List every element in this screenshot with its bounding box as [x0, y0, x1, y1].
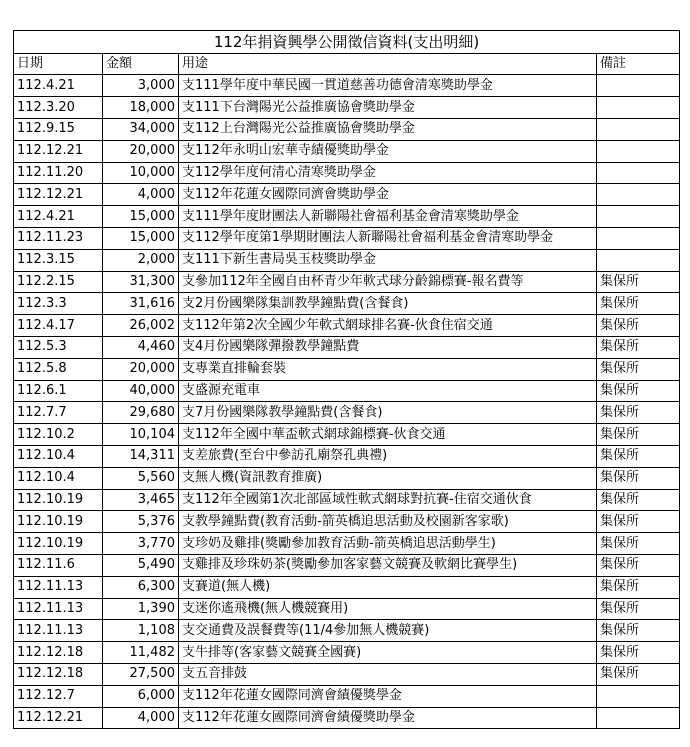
cell-note: 集保所 [597, 511, 680, 533]
header-row [14, 53, 680, 75]
cell-date: 112.4.17 [14, 315, 103, 337]
table-row [14, 533, 680, 555]
cell-purpose: 支盛源充電車 [179, 380, 597, 402]
cell-amount: 34,000 [103, 118, 179, 140]
cell-date: 112.12.7 [14, 685, 103, 707]
cell-amount: 26,002 [103, 315, 179, 337]
cell-amount: 3,465 [103, 489, 179, 511]
cell-note: 集保所 [597, 336, 680, 358]
cell-purpose: 支112年花蓮女國際同濟會績優獎學金 [179, 685, 597, 707]
cell-note [597, 184, 680, 206]
table-row [14, 402, 680, 424]
cell-purpose: 支112年永明山宏華寺績優獎助學金 [179, 140, 597, 162]
table-row [14, 358, 680, 380]
cell-date: 112.10.4 [14, 445, 103, 467]
cell-date: 112.11.23 [14, 227, 103, 249]
cell-date: 112.3.15 [14, 249, 103, 271]
header-note: 備註 [597, 53, 680, 75]
table-row [14, 293, 680, 315]
cell-amount: 4,460 [103, 336, 179, 358]
table-row [14, 184, 680, 206]
table-row [14, 75, 680, 97]
cell-purpose: 支111學年度中華民國一貫道慈善功德會清寒獎助學金 [179, 75, 597, 97]
table-row [14, 424, 680, 446]
cell-note: 集保所 [597, 489, 680, 511]
header-purpose: 用途 [179, 53, 597, 75]
table-row [14, 249, 680, 271]
table-row [14, 227, 680, 249]
cell-note: 集保所 [597, 380, 680, 402]
cell-amount: 11,482 [103, 642, 179, 664]
cell-date: 112.12.18 [14, 663, 103, 685]
table-row [14, 620, 680, 642]
cell-amount: 5,490 [103, 554, 179, 576]
cell-date: 112.10.19 [14, 533, 103, 555]
cell-amount: 3,000 [103, 75, 179, 97]
cell-date: 112.4.21 [14, 206, 103, 228]
cell-date: 112.11.20 [14, 162, 103, 184]
cell-purpose: 支112年全國中華盃軟式網球錦標賽-伙食交通 [179, 424, 597, 446]
cell-date: 112.12.21 [14, 707, 103, 729]
table-row [14, 685, 680, 707]
cell-purpose: 支參加112年全國自由杯青少年軟式球分齡錦標賽-報名費等 [179, 271, 597, 293]
cell-note: 集保所 [597, 598, 680, 620]
cell-purpose: 支專業直排輪套裝 [179, 358, 597, 380]
cell-date: 112.4.21 [14, 75, 103, 97]
cell-purpose: 支牛排等(客家藝文競賽全國賽) [179, 642, 597, 664]
cell-note [597, 685, 680, 707]
cell-purpose: 支五音排鼓 [179, 663, 597, 685]
cell-purpose: 支無人機(資訊教育推廣) [179, 467, 597, 489]
cell-purpose: 支111下台灣陽光公益推廣協會獎助學金 [179, 97, 597, 119]
cell-date: 112.10.19 [14, 511, 103, 533]
cell-note: 集保所 [597, 576, 680, 598]
cell-note: 集保所 [597, 402, 680, 424]
table-row [14, 511, 680, 533]
expense-table [13, 30, 680, 729]
cell-date: 112.11.6 [14, 554, 103, 576]
cell-note [597, 75, 680, 97]
cell-date: 112.9.15 [14, 118, 103, 140]
cell-purpose: 支112年花蓮女國際同濟會獎助學金 [179, 184, 597, 206]
cell-date: 112.10.19 [14, 489, 103, 511]
table-row [14, 206, 680, 228]
cell-date: 112.3.3 [14, 293, 103, 315]
cell-amount: 4,000 [103, 184, 179, 206]
cell-date: 112.11.13 [14, 576, 103, 598]
table-row [14, 445, 680, 467]
cell-note [597, 249, 680, 271]
cell-amount: 29,680 [103, 402, 179, 424]
table-row [14, 554, 680, 576]
cell-note: 集保所 [597, 358, 680, 380]
table-row [14, 380, 680, 402]
table-row [14, 576, 680, 598]
cell-amount: 10,104 [103, 424, 179, 446]
cell-date: 112.7.7 [14, 402, 103, 424]
title-row [14, 31, 680, 54]
cell-amount: 6,000 [103, 685, 179, 707]
cell-note [597, 162, 680, 184]
table-row [14, 467, 680, 489]
cell-note: 集保所 [597, 293, 680, 315]
cell-purpose: 支2月份國樂隊集訓教學鐘點費(含餐食) [179, 293, 597, 315]
cell-purpose: 支111學年度財團法人新聯陽社會福利基金會清寒獎助學金 [179, 206, 597, 228]
cell-purpose: 支112年全國第1次北部區域性軟式網球對抗賽-住宿交通伙食 [179, 489, 597, 511]
cell-date: 112.6.1 [14, 380, 103, 402]
table-row [14, 315, 680, 337]
cell-amount: 1,390 [103, 598, 179, 620]
cell-date: 112.12.21 [14, 184, 103, 206]
cell-amount: 27,500 [103, 663, 179, 685]
table-row [14, 489, 680, 511]
cell-date: 112.11.13 [14, 620, 103, 642]
cell-purpose: 支賽道(無人機) [179, 576, 597, 598]
cell-amount: 5,376 [103, 511, 179, 533]
cell-purpose: 支迷你遙飛機(無人機競賽用) [179, 598, 597, 620]
cell-note: 集保所 [597, 467, 680, 489]
cell-note: 集保所 [597, 315, 680, 337]
cell-note: 集保所 [597, 271, 680, 293]
cell-note: 集保所 [597, 445, 680, 467]
table-row [14, 336, 680, 358]
cell-date: 112.5.8 [14, 358, 103, 380]
cell-note: 集保所 [597, 642, 680, 664]
cell-amount: 2,000 [103, 249, 179, 271]
cell-amount: 15,000 [103, 227, 179, 249]
cell-note [597, 707, 680, 729]
header-date: 日期 [14, 53, 103, 75]
cell-purpose: 支交通費及誤餐費等(11/4參加無人機競賽) [179, 620, 597, 642]
cell-purpose: 支112年第2次全國少年軟式網球排名賽-伙食住宿交通 [179, 315, 597, 337]
cell-date: 112.12.18 [14, 642, 103, 664]
cell-purpose: 支112學年度何清心清寒獎助學金 [179, 162, 597, 184]
cell-amount: 4,000 [103, 707, 179, 729]
cell-purpose: 支雞排及珍珠奶茶(獎勵參加客家藝文競賽及軟網比賽學生) [179, 554, 597, 576]
cell-amount: 31,300 [103, 271, 179, 293]
cell-date: 112.3.20 [14, 97, 103, 119]
cell-purpose: 支教學鐘點費(教育活動-箭英橋追思活動及校園新客家歌) [179, 511, 597, 533]
cell-note [597, 97, 680, 119]
cell-purpose: 支差旅費(至台中參訪孔廟祭孔典禮) [179, 445, 597, 467]
cell-amount: 6,300 [103, 576, 179, 598]
cell-note: 集保所 [597, 663, 680, 685]
cell-amount: 5,560 [103, 467, 179, 489]
cell-amount: 40,000 [103, 380, 179, 402]
table-body [14, 75, 680, 729]
cell-note: 集保所 [597, 554, 680, 576]
cell-date: 112.11.13 [14, 598, 103, 620]
cell-purpose: 支111下新生書局吳玉枝獎助學金 [179, 249, 597, 271]
cell-date: 112.5.3 [14, 336, 103, 358]
table-row [14, 663, 680, 685]
cell-note [597, 227, 680, 249]
cell-purpose: 支珍奶及雞排(獎勵參加教育活動-箭英橋追思活動學生) [179, 533, 597, 555]
cell-date: 112.12.21 [14, 140, 103, 162]
cell-note [597, 140, 680, 162]
cell-note [597, 118, 680, 140]
cell-note: 集保所 [597, 620, 680, 642]
cell-purpose: 支7月份國樂隊教學鐘點費(含餐食) [179, 402, 597, 424]
cell-amount: 3,770 [103, 533, 179, 555]
table-title: 112年捐資興學公開徵信資料(支出明細) [14, 31, 680, 54]
cell-date: 112.2.15 [14, 271, 103, 293]
cell-purpose: 支112學年度第1學期財團法人新聯陽社會福利基金會清寒助學金 [179, 227, 597, 249]
table-row [14, 162, 680, 184]
cell-note [597, 206, 680, 228]
cell-purpose: 支4月份國樂隊彈撥教學鐘點費 [179, 336, 597, 358]
cell-amount: 20,000 [103, 358, 179, 380]
cell-amount: 18,000 [103, 97, 179, 119]
table-row [14, 118, 680, 140]
table-row [14, 707, 680, 729]
cell-purpose: 支112上台灣陽光公益推廣協會獎助學金 [179, 118, 597, 140]
cell-note: 集保所 [597, 424, 680, 446]
cell-amount: 20,000 [103, 140, 179, 162]
table-row [14, 642, 680, 664]
cell-amount: 10,000 [103, 162, 179, 184]
table-row [14, 97, 680, 119]
table-row [14, 598, 680, 620]
cell-amount: 14,311 [103, 445, 179, 467]
table-row [14, 140, 680, 162]
header-amount: 金額 [103, 53, 179, 75]
cell-note: 集保所 [597, 533, 680, 555]
cell-amount: 15,000 [103, 206, 179, 228]
cell-date: 112.10.2 [14, 424, 103, 446]
table-row [14, 271, 680, 293]
cell-amount: 31,616 [103, 293, 179, 315]
cell-amount: 1,108 [103, 620, 179, 642]
cell-date: 112.10.4 [14, 467, 103, 489]
cell-purpose: 支112年花蓮女國際同濟會績優獎助學金 [179, 707, 597, 729]
